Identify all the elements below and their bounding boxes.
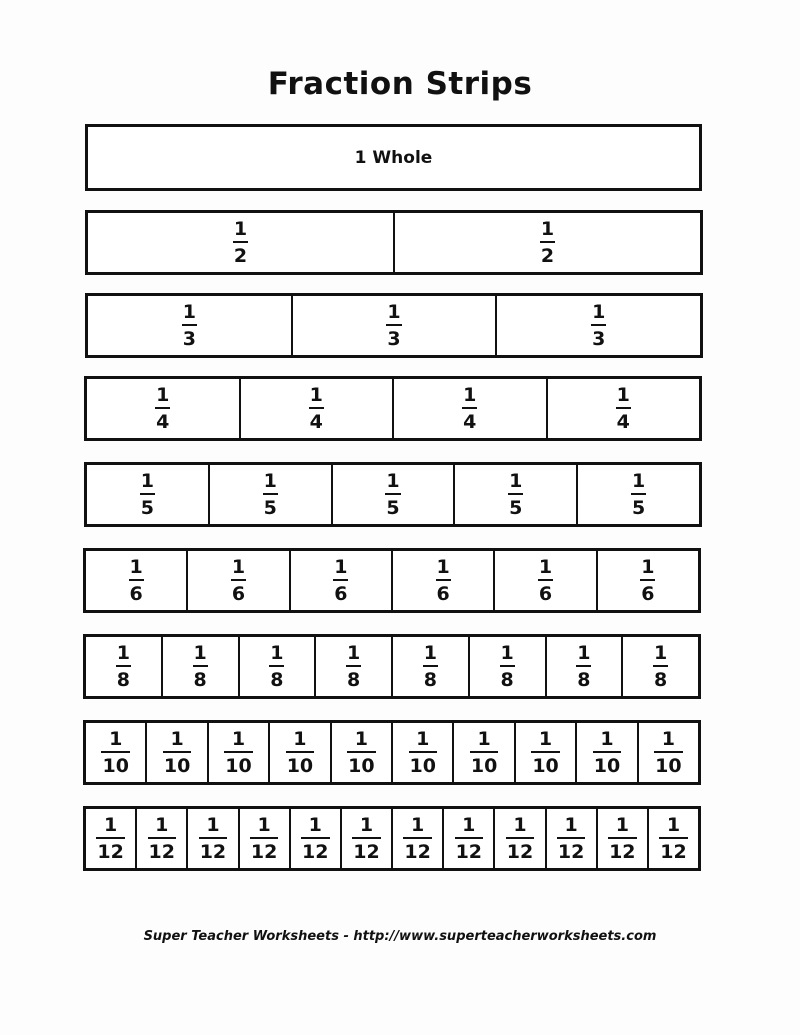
fraction bbox=[155, 383, 170, 433]
fraction bbox=[640, 555, 655, 605]
fraction-cell bbox=[161, 637, 238, 696]
numerator: 1 bbox=[577, 641, 591, 664]
numerator: 1 bbox=[347, 641, 361, 664]
fraction bbox=[423, 641, 438, 691]
numerator: 1 bbox=[661, 727, 675, 750]
fraction-cell bbox=[546, 379, 700, 438]
numerator: 1 bbox=[462, 813, 476, 836]
fraction-cell bbox=[207, 723, 268, 782]
numerator: 1 bbox=[263, 469, 277, 492]
denominator: 12 bbox=[302, 840, 329, 863]
fraction bbox=[301, 813, 329, 863]
fraction bbox=[116, 641, 131, 691]
fraction bbox=[593, 727, 621, 777]
fraction bbox=[659, 813, 687, 863]
numerator: 1 bbox=[206, 813, 220, 836]
fraction-cell bbox=[186, 809, 237, 868]
fraction bbox=[506, 813, 534, 863]
numerator: 1 bbox=[463, 383, 477, 406]
strip-6ths bbox=[83, 548, 701, 613]
denominator: 10 bbox=[655, 754, 682, 777]
fraction bbox=[140, 469, 155, 519]
fraction bbox=[309, 383, 324, 433]
fraction bbox=[129, 555, 144, 605]
fraction bbox=[470, 727, 498, 777]
denominator: 5 bbox=[631, 496, 646, 519]
fraction-cell bbox=[621, 637, 698, 696]
fraction bbox=[540, 217, 555, 267]
fraction-cell bbox=[314, 637, 391, 696]
numerator: 1 bbox=[140, 469, 155, 492]
footer-credit: Super Teacher Worksheets - http://www.superteacherworksheets.com bbox=[143, 929, 657, 944]
numerator: 1 bbox=[156, 383, 170, 406]
fraction bbox=[462, 383, 477, 433]
strip-2ths bbox=[85, 210, 703, 275]
denominator: 8 bbox=[500, 668, 514, 691]
numerator: 1 bbox=[182, 300, 196, 323]
strip-3ths bbox=[85, 293, 703, 358]
fraction-cell bbox=[596, 551, 698, 610]
fraction-cell bbox=[493, 551, 595, 610]
fraction bbox=[269, 641, 284, 691]
fraction bbox=[148, 813, 176, 863]
denominator: 12 bbox=[609, 840, 636, 863]
numerator: 1 bbox=[257, 813, 271, 836]
fraction bbox=[508, 469, 523, 519]
fraction bbox=[385, 469, 400, 519]
denominator: 12 bbox=[660, 840, 687, 863]
numerator: 1 bbox=[308, 813, 322, 836]
denominator: 12 bbox=[250, 840, 278, 863]
denominator: 8 bbox=[193, 668, 207, 691]
fraction-cell bbox=[87, 379, 239, 438]
denominator: 8 bbox=[347, 668, 361, 691]
numerator: 1 bbox=[231, 727, 246, 750]
denominator: 12 bbox=[455, 840, 483, 863]
denominator: 10 bbox=[409, 754, 436, 777]
fraction-cell bbox=[289, 551, 391, 610]
fraction-cell bbox=[468, 637, 545, 696]
denominator: 6 bbox=[538, 582, 553, 605]
fraction-cell bbox=[392, 379, 546, 438]
numerator: 1 bbox=[500, 641, 514, 664]
denominator: 12 bbox=[557, 840, 585, 863]
denominator: 8 bbox=[577, 668, 591, 691]
fraction bbox=[608, 813, 636, 863]
strip-8ths bbox=[83, 634, 701, 699]
numerator: 1 bbox=[231, 555, 246, 578]
denominator: 3 bbox=[592, 327, 606, 350]
numerator: 1 bbox=[233, 217, 248, 240]
numerator: 1 bbox=[116, 641, 130, 664]
fraction bbox=[409, 727, 437, 777]
fraction bbox=[233, 217, 248, 267]
fraction-cell bbox=[291, 296, 496, 355]
denominator: 8 bbox=[423, 668, 437, 691]
numerator: 1 bbox=[631, 469, 646, 492]
fraction-cell bbox=[88, 213, 393, 272]
denominator: 6 bbox=[231, 582, 246, 605]
numerator: 1 bbox=[538, 555, 553, 578]
fraction bbox=[182, 300, 197, 350]
fraction bbox=[199, 813, 227, 863]
numerator: 1 bbox=[334, 555, 348, 578]
fraction bbox=[654, 727, 682, 777]
denominator: 12 bbox=[506, 840, 534, 863]
numerator: 1 bbox=[359, 813, 374, 836]
fraction bbox=[347, 727, 375, 777]
numerator: 1 bbox=[293, 727, 307, 750]
fraction bbox=[231, 555, 246, 605]
fraction-cell bbox=[87, 465, 208, 524]
numerator: 1 bbox=[103, 813, 118, 836]
denominator: 4 bbox=[616, 410, 630, 433]
numerator: 1 bbox=[109, 727, 123, 750]
numerator: 1 bbox=[129, 555, 143, 578]
denominator: 5 bbox=[263, 496, 277, 519]
denominator: 10 bbox=[348, 754, 375, 777]
fraction-cell bbox=[86, 637, 161, 696]
denominator: 10 bbox=[532, 754, 559, 777]
fraction bbox=[557, 813, 585, 863]
denominator: 10 bbox=[163, 754, 191, 777]
fraction bbox=[333, 555, 348, 605]
fraction bbox=[436, 555, 451, 605]
numerator: 1 bbox=[170, 727, 184, 750]
numerator: 1 bbox=[592, 300, 606, 323]
denominator: 10 bbox=[225, 754, 252, 777]
fraction bbox=[455, 813, 483, 863]
numerator: 1 bbox=[423, 641, 437, 664]
denominator: 3 bbox=[182, 327, 196, 350]
fraction-cell bbox=[452, 723, 513, 782]
numerator: 1 bbox=[564, 813, 578, 836]
fraction-cell bbox=[340, 809, 391, 868]
denominator: 10 bbox=[286, 754, 314, 777]
numerator: 1 bbox=[477, 727, 491, 750]
numerator: 1 bbox=[416, 727, 430, 750]
fraction bbox=[403, 813, 431, 863]
numerator: 1 bbox=[641, 555, 655, 578]
denominator: 12 bbox=[353, 840, 380, 863]
fraction-cell bbox=[453, 465, 576, 524]
fraction-cell bbox=[545, 809, 596, 868]
fraction bbox=[346, 641, 361, 691]
fraction-cell bbox=[596, 809, 647, 868]
numerator: 1 bbox=[600, 727, 614, 750]
fraction bbox=[96, 813, 124, 863]
fraction-cell bbox=[186, 551, 288, 610]
strip-4ths bbox=[84, 376, 702, 441]
fraction bbox=[286, 727, 314, 777]
fraction-cell bbox=[208, 465, 331, 524]
fraction bbox=[352, 813, 380, 863]
denominator: 2 bbox=[233, 244, 248, 267]
fraction bbox=[631, 469, 646, 519]
fraction bbox=[163, 727, 191, 777]
numerator: 1 bbox=[270, 641, 284, 664]
denominator: 6 bbox=[641, 582, 655, 605]
fraction bbox=[576, 641, 591, 691]
numerator: 1 bbox=[666, 813, 681, 836]
strip-12ths bbox=[83, 806, 701, 871]
fraction bbox=[653, 641, 668, 691]
whole-cell bbox=[88, 127, 699, 188]
fraction-cell bbox=[86, 551, 186, 610]
fraction-cell bbox=[331, 465, 454, 524]
fraction-cell bbox=[135, 809, 186, 868]
fraction-cell bbox=[545, 637, 622, 696]
fraction bbox=[538, 555, 553, 605]
fraction-cell bbox=[238, 637, 315, 696]
fraction-cell bbox=[493, 809, 544, 868]
denominator: 12 bbox=[148, 840, 175, 863]
denominator: 3 bbox=[387, 327, 401, 350]
denominator: 4 bbox=[309, 410, 323, 433]
fraction-cell bbox=[86, 723, 145, 782]
fraction-cell bbox=[647, 809, 698, 868]
numerator: 1 bbox=[615, 813, 629, 836]
fraction bbox=[386, 300, 401, 350]
numerator: 1 bbox=[540, 217, 555, 240]
fraction-cell bbox=[514, 723, 575, 782]
fraction-cell bbox=[495, 296, 700, 355]
numerator: 1 bbox=[616, 383, 630, 406]
page-title: Fraction Strips bbox=[267, 66, 533, 102]
fraction-cell bbox=[637, 723, 698, 782]
numerator: 1 bbox=[509, 469, 523, 492]
denominator: 10 bbox=[593, 754, 621, 777]
fraction bbox=[263, 469, 278, 519]
fraction bbox=[500, 641, 515, 691]
denominator: 10 bbox=[102, 754, 129, 777]
numerator: 1 bbox=[309, 383, 323, 406]
numerator: 1 bbox=[513, 813, 527, 836]
numerator: 1 bbox=[387, 300, 401, 323]
fraction-cell bbox=[576, 465, 699, 524]
denominator: 8 bbox=[270, 668, 284, 691]
fraction bbox=[591, 300, 606, 350]
strip-10ths bbox=[83, 720, 701, 785]
whole-strip bbox=[85, 124, 702, 191]
numerator: 1 bbox=[386, 469, 400, 492]
fraction-cell bbox=[391, 551, 493, 610]
denominator: 4 bbox=[463, 410, 477, 433]
denominator: 8 bbox=[654, 668, 668, 691]
fraction bbox=[250, 813, 278, 863]
fraction-cell bbox=[391, 809, 442, 868]
numerator: 1 bbox=[155, 813, 169, 836]
denominator: 8 bbox=[116, 668, 130, 691]
numerator: 1 bbox=[436, 555, 450, 578]
denominator: 12 bbox=[97, 840, 124, 863]
denominator: 12 bbox=[404, 840, 431, 863]
denominator: 12 bbox=[199, 840, 227, 863]
fraction bbox=[193, 641, 208, 691]
numerator: 1 bbox=[354, 727, 368, 750]
fraction-cell bbox=[88, 296, 291, 355]
fraction-cell bbox=[239, 379, 393, 438]
numerator: 1 bbox=[411, 813, 425, 836]
fraction-cell bbox=[391, 723, 452, 782]
denominator: 6 bbox=[436, 582, 450, 605]
numerator: 1 bbox=[654, 641, 668, 664]
strip-5ths bbox=[84, 462, 702, 527]
fraction-cell bbox=[393, 213, 700, 272]
denominator: 4 bbox=[156, 410, 170, 433]
whole-label: 1 Whole bbox=[354, 147, 433, 168]
denominator: 6 bbox=[334, 582, 348, 605]
fraction bbox=[616, 383, 631, 433]
fraction-cell bbox=[442, 809, 493, 868]
numerator: 1 bbox=[193, 641, 207, 664]
denominator: 10 bbox=[470, 754, 498, 777]
denominator: 6 bbox=[129, 582, 143, 605]
fraction-cell bbox=[86, 809, 135, 868]
denominator: 5 bbox=[140, 496, 155, 519]
fraction-cell bbox=[289, 809, 340, 868]
fraction bbox=[531, 727, 559, 777]
fraction-cell bbox=[575, 723, 636, 782]
fraction-cell bbox=[238, 809, 289, 868]
denominator: 2 bbox=[540, 244, 555, 267]
fraction bbox=[101, 727, 129, 777]
denominator: 5 bbox=[386, 496, 400, 519]
denominator: 5 bbox=[509, 496, 523, 519]
fraction-cell bbox=[330, 723, 391, 782]
fraction bbox=[224, 727, 252, 777]
fraction-cell bbox=[391, 637, 468, 696]
numerator: 1 bbox=[538, 727, 553, 750]
fraction-cell bbox=[268, 723, 329, 782]
fraction-cell bbox=[145, 723, 206, 782]
